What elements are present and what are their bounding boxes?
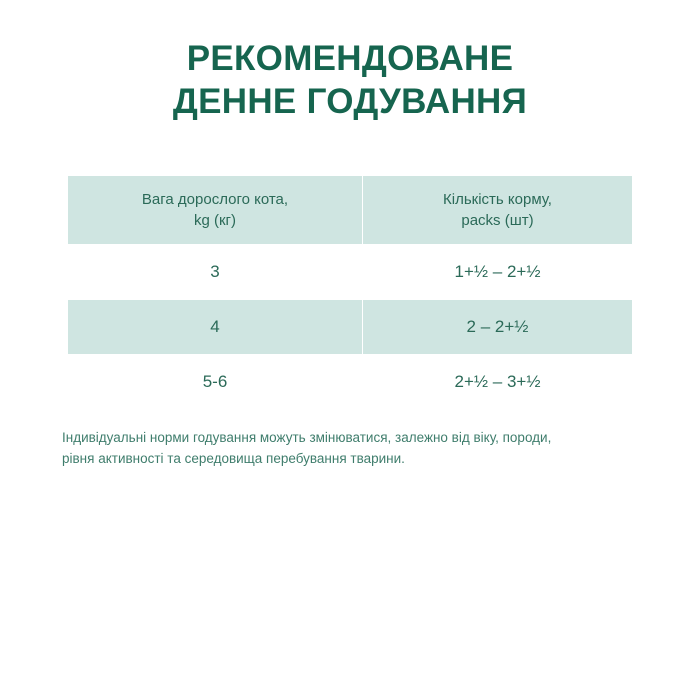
cell-weight: 3 [68, 245, 363, 300]
column-header-weight [68, 176, 363, 245]
cell-weight: 4 [68, 300, 363, 355]
table-row [68, 355, 633, 410]
column-header-weight-line-1: Вага дорослого кота, [141, 190, 289, 208]
table-body [68, 245, 633, 410]
feeding-note [60, 428, 640, 470]
table-row [68, 245, 633, 300]
table-row [68, 300, 633, 355]
column-header-amount-line-2: packs (шт) [461, 212, 534, 230]
feeding-table [67, 175, 633, 410]
feeding-note-line-1: Індивідуальні норми годування можуть змінюватися, залежно від віку, породи, [62, 430, 552, 446]
column-header-amount [363, 176, 633, 245]
cell-amount: 2+½ – 3+½ [363, 355, 633, 410]
cell-weight: 5-6 [68, 355, 363, 410]
feeding-note-line-2: рівня активності та середовища перебування тварини. [62, 451, 405, 467]
feeding-table-container [67, 175, 633, 410]
page-title-line-1: РЕКОМЕНДОВАНЕ [186, 39, 514, 78]
page-title [0, 0, 700, 123]
table-header-row [68, 176, 633, 245]
table-header [68, 176, 633, 245]
page-title-line-2: ДЕННЕ ГОДУВАННЯ [172, 81, 528, 121]
cell-amount: 1+½ – 2+½ [363, 245, 633, 300]
column-header-amount-line-1: Кількість корму, [443, 190, 552, 208]
cell-amount: 2 – 2+½ [363, 300, 633, 355]
column-header-weight-line-2: kg (кг) [193, 212, 237, 230]
